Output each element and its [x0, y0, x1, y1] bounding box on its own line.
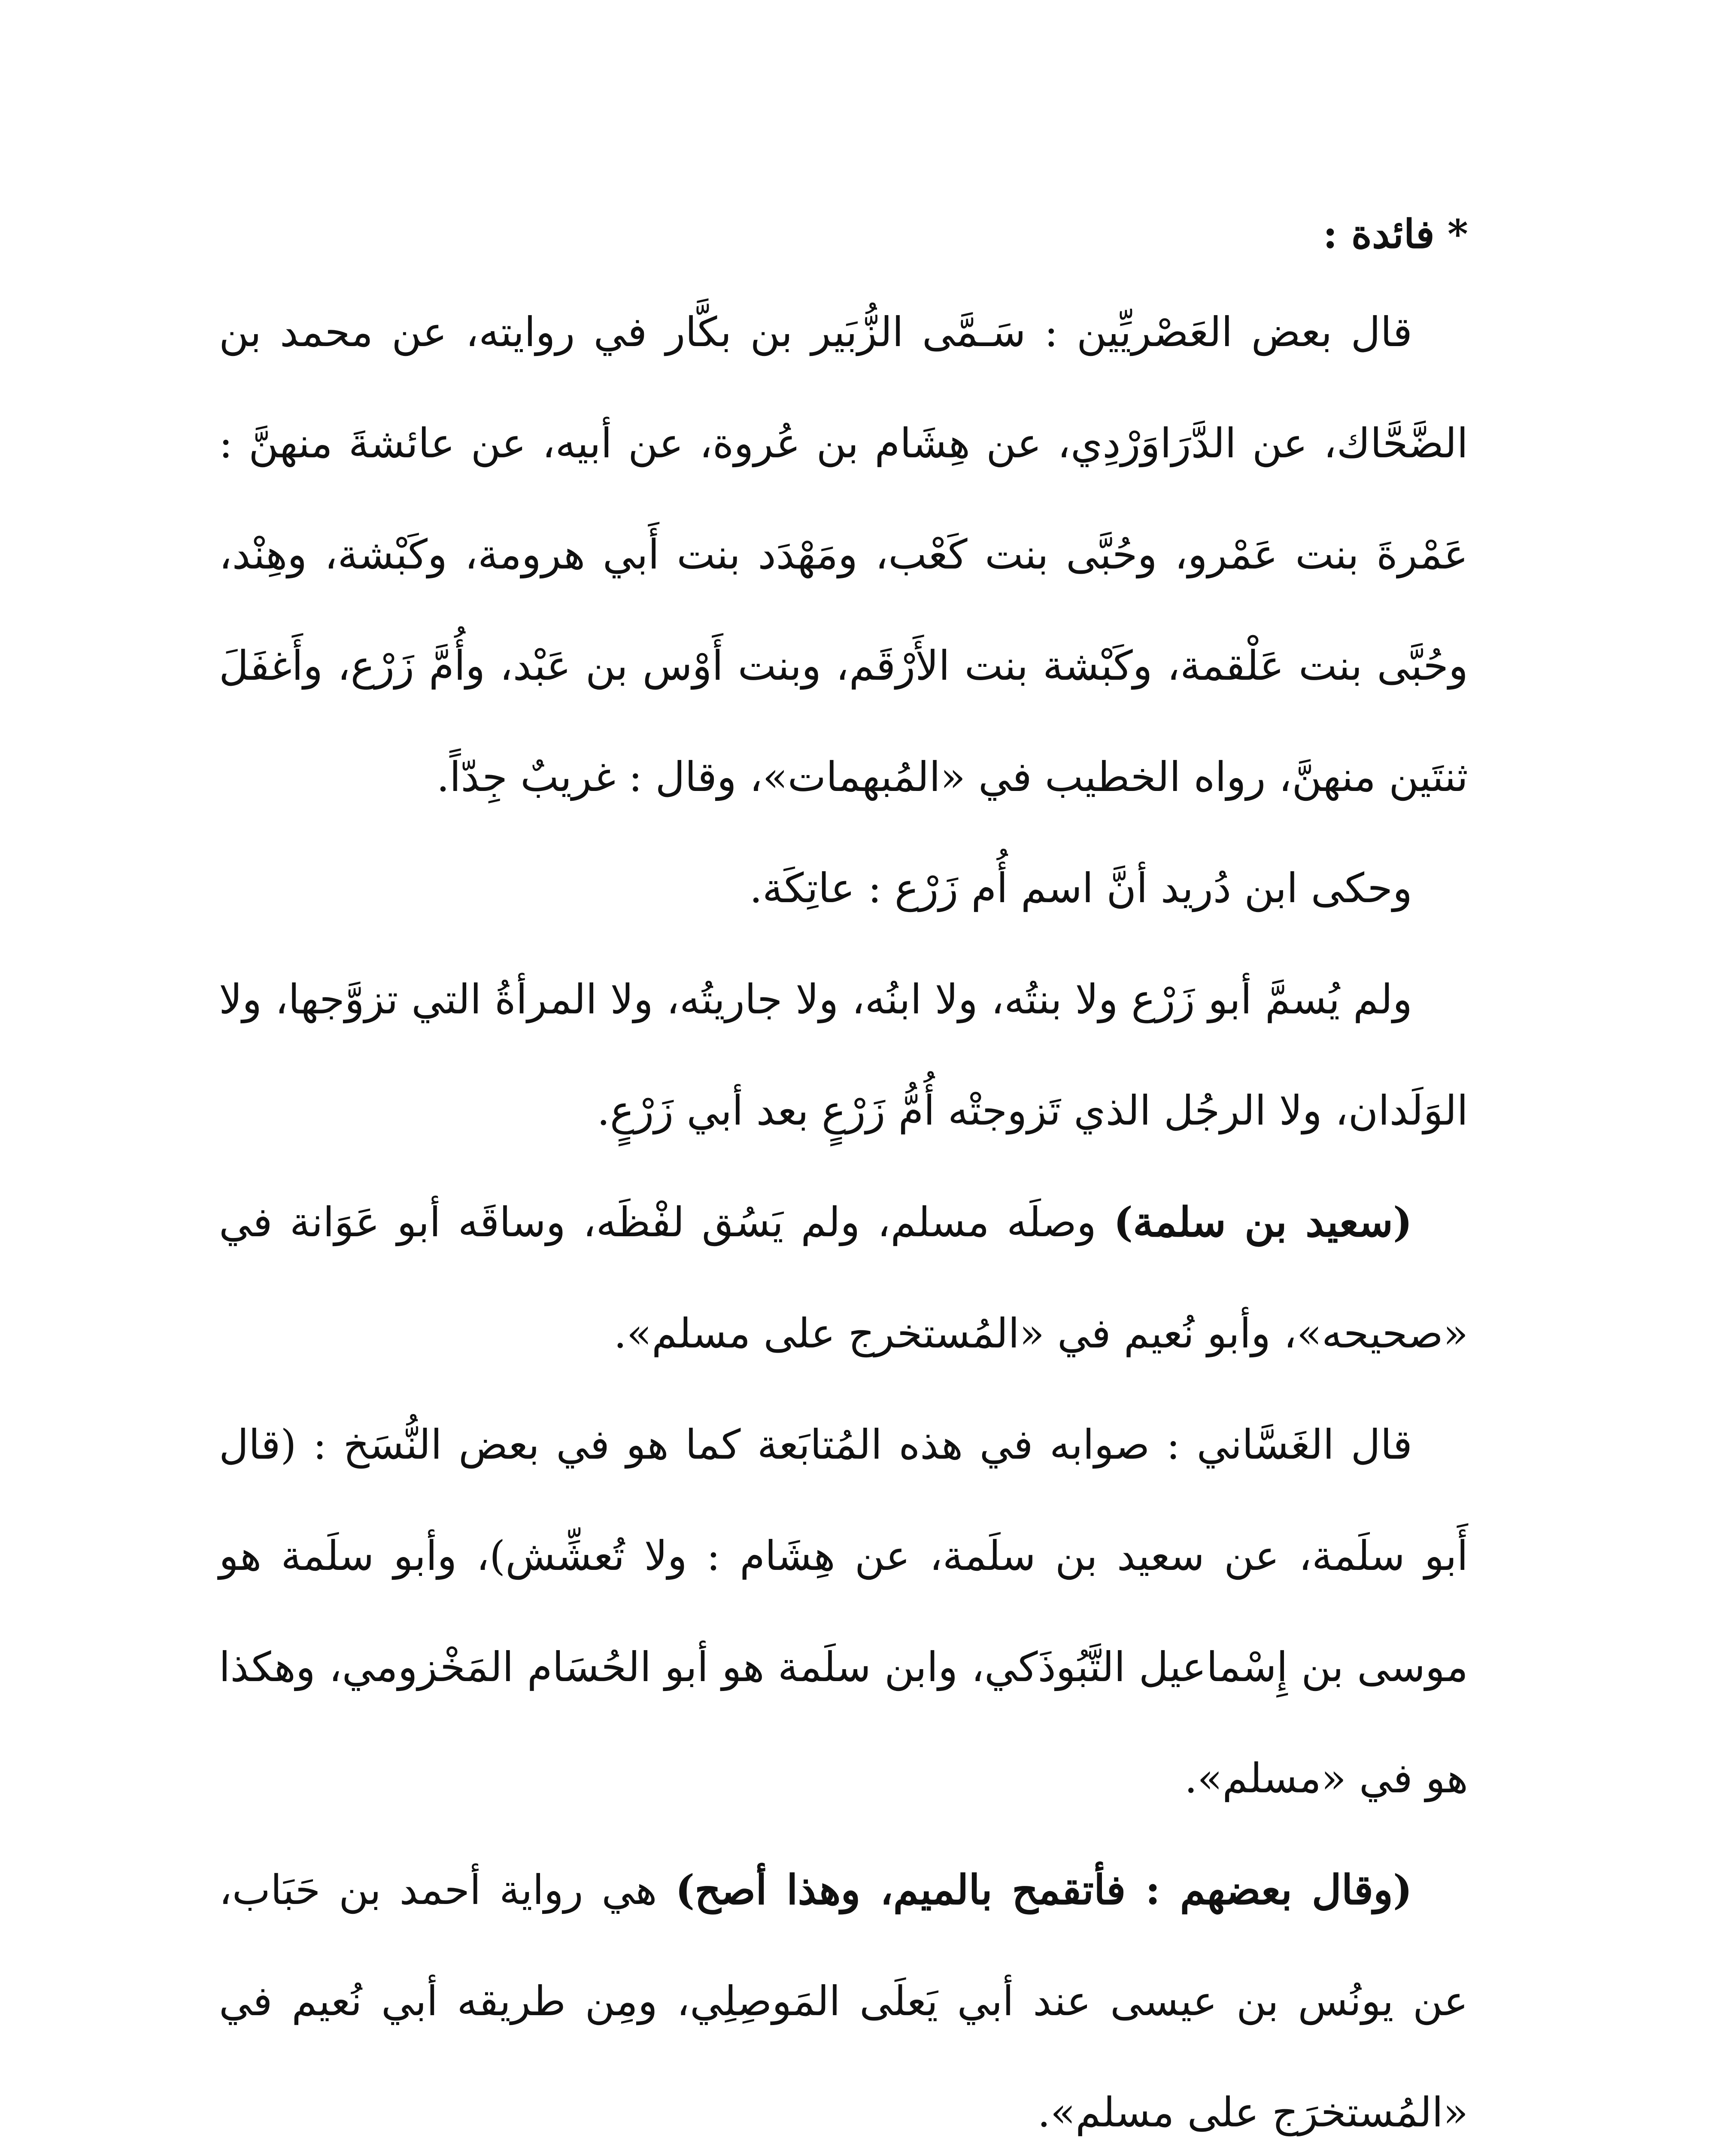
star-marker: * — [1447, 211, 1468, 257]
page-body — [219, 202, 1468, 2147]
paragraph-2 — [219, 833, 1468, 944]
paragraph-text: وحكى ابن دُريد أنَّ اسم أُم زَرْع : عاتِكَة. — [749, 865, 1412, 912]
paragraph-text: ولم يُسمَّ أبو زَرْع ولا بنتُه، ولا ابنُه، ولا جاريتُه، ولا المرأةُ التي تزوَّجها، ولا الوَلَدان، ولا الرجُل الذي تَزوجتْه أُمُّ زَرْعٍ بعد أبي زَرْعٍ. — [219, 976, 1468, 1134]
paragraph-text: قال بعض العَصْريِّين : سَـمَّى الزُّبَير بن بكَّار في روايته، عن محمد بن الضَّحَّاك، عن الدَّرَاوَرْدِي، عن هِشَام بن عُروة، عن أبيه، عن عائشةَ منهنَّ : عَمْرةَ بنت عَمْرو، وحُبَّى بنت كَعْب، ومَهْدَد بنت أَبي هرومة، وكَبْشة، وهِنْد، وحُبَّى بنت عَلْقمة، وكَبْشة بنت الأَرْقَم، وبنت أَوْس بن عَبْد، وأُمَّ زَرْع، وأَغفَلَ ثنتَين منهنَّ، رواه الخطيب في «المُبهمات»، وقال : غريبٌ جِدّاً. — [219, 309, 1468, 801]
paragraph-text: هي رواية أحمد بن حَبَاب، عن يونُس بن عيسى عند أبي يَعلَى المَوصِلِي، ومِن طريقه أبي نُعيم في «المُستخرَج على مسلم». — [219, 1867, 1468, 2136]
paragraph-6 — [219, 1834, 1468, 2147]
paragraph-5 — [219, 1390, 1468, 1834]
paragraph-text: وصلَه مسلم، ولم يَسُق لفْظَه، وساقَه أبو عَوَانة في «صحيحه»، وأبو نُعيم في «المُستخرج على مسلم». — [219, 1199, 1468, 1357]
paragraph-4 — [219, 1167, 1468, 1390]
section-heading — [219, 202, 1468, 266]
heading-label: فائدة : — [1323, 211, 1435, 257]
bold-lemma: (سعيد بن سلمة) — [1114, 1198, 1412, 1246]
paragraph-1 — [219, 277, 1468, 833]
paragraph-text: قال الغَسَّاني : صوابه في هذه المُتابَعة كما هو في بعض النُّسَخ : (قال أَبو سلَمة، عن سعيد بن سلَمة، عن هِشَام : ولا تُعشِّش)، وأبو سلَمة هو موسى بن إِسْماعيل التَّبُوذَكي، وابن سلَمة هو أبو الحُسَام المَخْزومي، وهكذا هو في «مسلم». — [219, 1421, 1468, 1802]
paragraph-3 — [219, 944, 1468, 1167]
bold-lemma: (وقال بعضهم : فأتقمح بالميم، وهذا أصح) — [675, 1866, 1413, 1914]
